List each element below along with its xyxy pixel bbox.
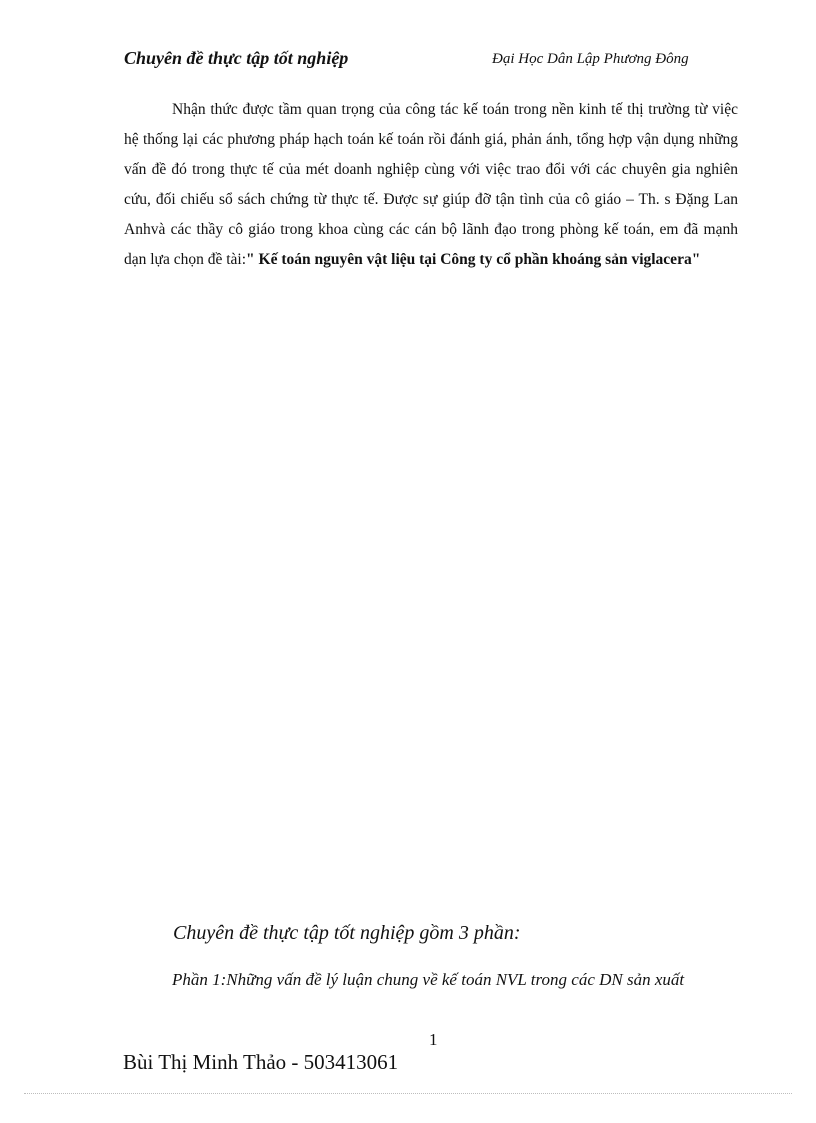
structure-title: Chuyên đề thực tập tốt nghiệp gồm 3 phần: bbox=[173, 922, 521, 944]
page-number: 1 bbox=[429, 1030, 438, 1049]
part-1-text: Phần 1:Những vấn đề lý luận chung về kế toán NVL trong các DN sản xuất bbox=[172, 970, 685, 989]
intro-paragraph bbox=[124, 95, 738, 275]
footer-divider bbox=[24, 1093, 792, 1094]
footer-author: Bùi Thị Minh Thảo - 503413061 bbox=[123, 1050, 399, 1074]
part-1-paragraph bbox=[124, 964, 738, 996]
header-school: Đại Học Dân Lập Phương Đông bbox=[492, 51, 689, 67]
header-title: Chuyên đề thực tập tốt nghiệp bbox=[124, 48, 349, 68]
thesis-topic: " Kế toán nguyên vật liệu tại Công ty cổ phần khoáng sản viglacera" bbox=[246, 251, 701, 268]
intro-text: Nhận thức được tầm quan trọng của công tác kế toán trong nền kinh tế thị trường từ việc hệ thống lại các phương pháp hạch toán kế toán rồi đánh giá, phản ánh, tổng hợp vận dụng những vấn đề đó trong thực tế của mét doanh nghiệp cùng với việc trao đổi với các chuyên gia nghiên cứu, đối chiếu sổ sách chứng từ thực tế. Được sự giúp đỡ tận tình của cô giáo – Th. s Đặng Lan Anhvà các thầy cô giáo trong khoa cùng các cán bộ lãnh đạo trong phòng kế toán, em đã mạnh dạn lựa chọn đề tài: bbox=[124, 101, 738, 268]
